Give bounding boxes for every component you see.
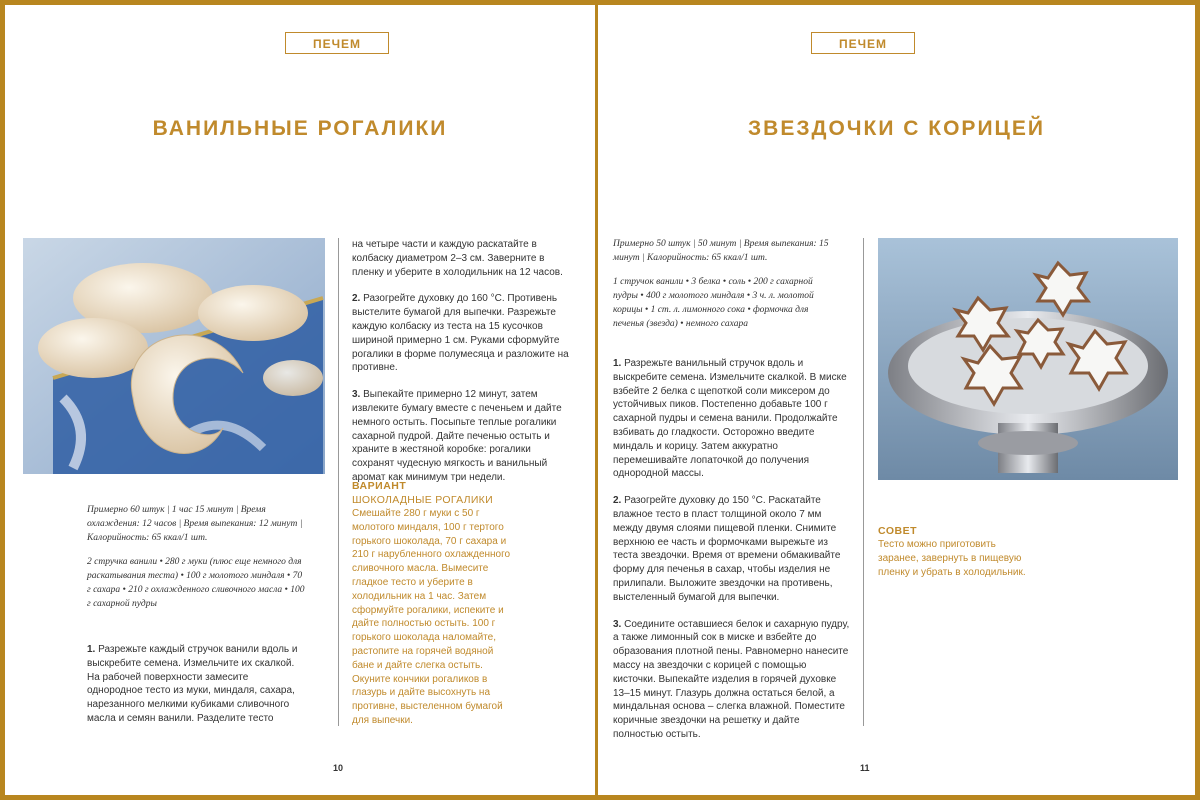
- cinnamon-stars-photo: [878, 238, 1178, 480]
- recipe-title: ЗВЕЗДОЧКИ С КОРИЦЕЙ: [748, 117, 1045, 140]
- variant-title: ШОКОЛАДНЫЕ РОГАЛИКИ: [352, 494, 493, 506]
- tip-text: Тесто можно приготовить заранее, завернуть в пищевую пленку и убрать в холодильник.: [878, 539, 1026, 578]
- yield-time-info: Примерно 50 штук | 50 минут | Время выпекания: 15 минут | Калорийность: 65 ккал/1 шт.: [613, 239, 829, 263]
- step-1: 1. Разрежьте ванильный стручок вдоль и выскребите семена. Измельчите скалкой. В миске взбейте 2 белка с щепоткой соли миксером до устойчивых пиков. Постепенно добавьте 100 г сахарной пудры и семена ванили. Продолжайте взбивать до гладкости. Осторожно введите миндаль и корицу. Затем аккуратно перемешивайте лопаточкой до получения однородной массы.: [613, 358, 847, 480]
- recipe-title: ВАНИЛЬНЫЕ РОГАЛИКИ: [152, 117, 448, 140]
- step-1: 1. Разрежьте каждый стручок ванили вдоль и выскребите семена. Измельчите их скалкой. На рабочей поверхности замесите однородное тесто из муки, миндаля, сахара, нарезанного мелкими кубиками сливочного масла и семян ванили. Разделите тесто: [87, 644, 298, 724]
- steps-col-2: [352, 238, 572, 498]
- steps-col-1: [87, 643, 305, 739]
- step-3: 3. Соедините оставшиеся белок и сахарную пудру, а также лимонный сок в миске и взбейте до образования плотной пены. Равномерно нанесите массу на звездочки с корицей с помощью кисточки. Выпекайте изделия в горячей духовке 13–15 минут. Глазурь должна остаться белой, а миндальная основа – слегка влажной. Поместите коричные звездочки на решетку и дайте полностью остыть.: [613, 618, 850, 740]
- ingredients-list: 2 стручка ванили • 280 г муки (плюс еще немного для раскатывания теста) • 100 г молотого миндаля • 70 г сахара • 210 г охлажденного сливочного масла • 100 г сахарной пудры: [87, 557, 305, 609]
- tip-label: СОВЕТ: [878, 525, 917, 537]
- crescent-cookies-image: [23, 238, 325, 474]
- cinnamon-stars-image: [878, 238, 1178, 480]
- variant-label: ВАРИАНТ: [352, 480, 407, 492]
- steps-col: [613, 357, 851, 755]
- tip-box: [878, 524, 1038, 579]
- step-3: 3. Выпекайте примерно 12 минут, затем извлеките бумагу вместе с печеньем и дайте немного остыть. Посыпьте теплые рогалики сахарной пудрой. Дайте печенью остыть и храните в жестяной коробке: рогалики сохранят чудесную мягкость и ванильный аромат как минимум три недели.: [352, 389, 562, 483]
- section-tag: ПЕЧЕМ: [285, 32, 389, 54]
- step-1-continued: на четыре части и каждую раскатайте в колбаску диаметром 2–3 см. Заверните в пленку и уберите в холодильник на 12 часов.: [352, 239, 563, 278]
- page-number: 10: [333, 763, 344, 773]
- variant-text: Смешайте 280 г муки с 50 г молотого миндаля, 100 г тертого горького шоколада, 70 г сахара и 210 г нарубленного охлажденного сливочного масла. Вымесите гладкое тесто и уберите в холодильник на 1 час. Затем сформуйте рогалики, испеките и дайте полностью остыть. 100 г горького шоколада наломайте, растопите на горячей водяной бане и дайте слегка остыть. Окуните кончики рогаликов в глазурь и дайте высохнуть на противне, выстеленном бумагой для выпечки.: [352, 508, 511, 726]
- step-2: 2. Разогрейте духовку до 160 °C. Противень выстелите бумагой для выпечки. Разрежьте каждую колбаску из теста на 15 кусочков шириной примерно 1 см. Руками сформуйте рогалики в форме полумесяца и разложите на противне.: [352, 293, 569, 374]
- column-divider: [863, 238, 864, 726]
- column-divider: [338, 238, 339, 726]
- step-2: 2. Разогрейте духовку до 150 °C. Раскатайте влажное тесто в пласт толщиной около 7 мм между двумя слоями пищевой пленки. Снимите верхнюю ее часть и формочками вырежьте из теста звездочки. Время от времени обмакивайте форму для печенья в сахар, чтобы изделия не прилипали. Выложите звездочки на противень, выстеленный бумагой для выпечки.: [613, 495, 841, 603]
- ingredients-list: 1 стручок ванили • 3 белка • соль • 200 г сахарной пудры • 400 г молотого миндаля • 3 ч. л. молотой корицы • 1 ст. л. лимонного сока • формочка для печенья (звезда) • немного сахара: [613, 277, 814, 329]
- vanilla-crescents-photo: [23, 238, 325, 474]
- recipe-meta: [613, 237, 838, 341]
- recipe-meta: [87, 503, 307, 621]
- variant-box: [352, 479, 512, 728]
- left-page: [5, 5, 595, 795]
- yield-time-info: Примерно 60 штук | 1 час 15 минут | Время охлаждения: 12 часов | Время выпекания: 12 минут | Калорийность: 65 ккал/1 шт.: [87, 505, 303, 543]
- section-tag: ПЕЧЕМ: [811, 32, 915, 54]
- right-page: [598, 5, 1195, 795]
- page-number: 11: [860, 763, 870, 773]
